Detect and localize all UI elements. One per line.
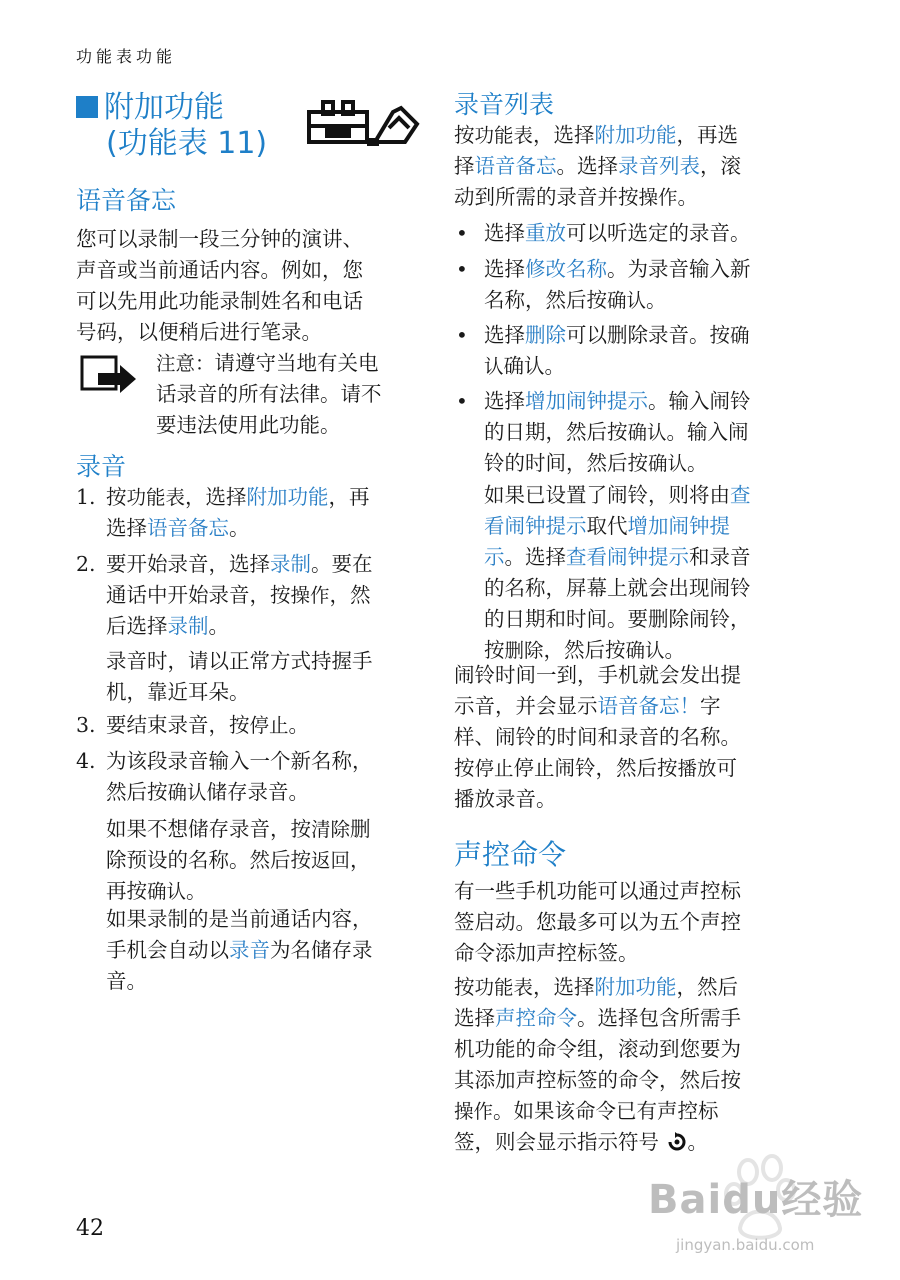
intro-line: 号码，以便稍后进行笔录。 (76, 320, 322, 344)
note-label: 注意： (156, 352, 215, 375)
menu-key: 停止 (474, 757, 514, 780)
t: ，然 (329, 583, 371, 607)
menu-option: 看闹钟提示 (484, 514, 587, 538)
t: 为该段录音输入一个新名称， (106, 749, 373, 773)
voice-commands-heading: 声控命令 (454, 838, 567, 871)
alarm-already-set (484, 480, 799, 666)
menu-option: 增加闹钟提 (627, 514, 730, 538)
watermark-url: jingyan.baidu.com (676, 1236, 815, 1254)
t: 。 (687, 1130, 709, 1154)
menu-option: 查看闹钟提示 (566, 545, 689, 569)
t: 的日期，然后按 (484, 420, 628, 444)
t: 名称，然后按 (484, 288, 607, 312)
t: 。 (687, 451, 708, 475)
menu-option: 增加闹钟提示 (525, 389, 648, 413)
t: 如果录制的是当前通话内容， (106, 907, 373, 931)
t: 。选择包含所需手 (577, 1006, 741, 1030)
extras-menu-icon (305, 98, 425, 150)
t: 的名称，屏幕上就会出现闹铃 (484, 576, 751, 600)
menu-key: 认 (484, 355, 504, 378)
t: 。选择 (504, 545, 566, 569)
t: 删 (350, 817, 371, 841)
menu-key: 停止 (249, 714, 289, 737)
menu-key: 清除 (311, 818, 351, 841)
t: ，选择 (533, 123, 595, 147)
t: 。 (208, 614, 229, 638)
step-number: 3. (76, 713, 96, 737)
t: ，再 (328, 485, 370, 509)
menu-key: 功能表 (474, 976, 534, 999)
menu-key: 确认 (167, 781, 207, 804)
t: 。 (229, 516, 250, 540)
step-number: 1. (76, 485, 96, 509)
wm-brand: Baidu (648, 1177, 782, 1223)
menu-option: 录制 (270, 552, 311, 576)
step-2-detail (106, 646, 421, 708)
t: 有一些手机功能可以通过声控标 (454, 879, 741, 903)
menu-key: 确认 (627, 421, 667, 444)
record-heading: 录音 (76, 452, 127, 481)
voice-commands-intro (454, 876, 799, 969)
step-number: 4. (76, 749, 96, 773)
t: 如果已设置了闹铃，则将由 (484, 483, 730, 507)
t: 按 (484, 638, 505, 662)
bullet: • (456, 389, 468, 413)
intro-line: 可以先用此功能录制姓名和电话 (76, 289, 363, 313)
step-4-call (106, 904, 421, 997)
t: 机功能的命令组，滚动到您要为 (454, 1037, 741, 1061)
wm-brand-cn: 经验 (781, 1177, 864, 1223)
menu-key: 操作 (638, 186, 678, 209)
menu-key: 操作 (454, 1100, 494, 1123)
menu-key: 确认 (607, 289, 647, 312)
page-number: 42 (76, 1216, 104, 1241)
note-line: 请遵守当地有关电 (214, 351, 379, 375)
menu-option: 删除 (525, 323, 566, 347)
t: 选择 (484, 389, 525, 413)
legal-note (156, 348, 421, 441)
t: 选择 (484, 323, 525, 347)
step-4-discard (106, 814, 421, 907)
step-number: 2. (76, 552, 96, 576)
menu-option: 重放 (525, 221, 566, 245)
menu-option: 录音 (229, 938, 270, 962)
chapter-title (76, 90, 306, 162)
t: 机，靠近耳朵。 (106, 680, 250, 704)
record-list-intro (454, 120, 799, 213)
voice-commands-steps (454, 972, 799, 1158)
t: 。 (646, 288, 667, 312)
t: 按 (454, 123, 475, 147)
t: ，然后 (676, 975, 739, 999)
menu-key: 功能表 (126, 486, 186, 509)
note-line: 话录音的所有法律。请不 (156, 382, 382, 406)
t: 签启动。您最多可以为五个声控 (454, 910, 741, 934)
note-hand-icon (80, 355, 138, 395)
t: 择 (454, 154, 475, 178)
step-2 (106, 549, 421, 642)
t: 其添加声控标签的命令，然后按 (454, 1068, 741, 1092)
alarm-ring-text (454, 660, 799, 815)
t: 字 (700, 694, 721, 718)
t: 要结束录音，按 (106, 713, 250, 737)
t: 储存录音。 (206, 780, 310, 804)
blue-square-icon (76, 96, 98, 118)
t: 。输入闹 (666, 420, 749, 444)
menu-key: 功能表 (474, 124, 534, 147)
t: 动到所需的录音并按 (454, 185, 639, 209)
t: 选择 (484, 257, 525, 281)
t: 停止闹铃，然后按 (513, 756, 678, 780)
t: 后选择 (106, 614, 168, 638)
menu-key: 确认 (625, 639, 665, 662)
t: 再按 (106, 879, 147, 903)
t: 手机会自动以 (106, 938, 229, 962)
t: ，选择 (185, 485, 247, 509)
voice-memo-intro (76, 224, 421, 348)
t: 和录音 (689, 545, 751, 569)
menu-option: 修改名称 (525, 257, 607, 281)
running-header: 功能表功能 (76, 47, 177, 66)
t: 。为录音输入新 (607, 257, 751, 281)
t: ，然后按 (543, 638, 626, 662)
menu-option: 附加功能 (246, 485, 329, 509)
t: 示音，并会显示 (454, 694, 598, 718)
menu-option: 附加功能 (594, 123, 677, 147)
t: 录音时，请以正常方式持握手 (106, 649, 373, 673)
menu-key: 删除 (504, 639, 544, 662)
voice-memo-heading: 语音备忘 (76, 186, 177, 215)
t: 除预设的名称。然后按 (106, 848, 311, 872)
chapter-title-line1: 附加功能 (104, 90, 224, 125)
bullet-replay (484, 218, 799, 249)
t: 选择 (484, 221, 525, 245)
t: 可 (716, 756, 738, 780)
chapter-title-line2: (功能表 11) (106, 126, 268, 161)
t: 取代 (586, 514, 628, 538)
note-line: 要违法使用此功能。 (156, 413, 341, 437)
t: 如果不想储存录音，按 (106, 817, 311, 841)
record-list-heading: 录音列表 (454, 90, 555, 119)
t: 要开始录音，选择 (106, 552, 270, 576)
menu-key: 确认 (648, 452, 688, 475)
t: 铃的时间，然后按 (484, 451, 648, 475)
t: 通话中开始录音，按 (106, 583, 291, 607)
intro-line: 声音或当前通话内容。例如，您 (76, 258, 363, 282)
t: 可以听选定的录音。 (566, 221, 751, 245)
t: 音。 (106, 969, 147, 993)
t: 签，则会显示指示符号 (454, 1130, 666, 1154)
menu-key: 操作 (290, 584, 330, 607)
menu-option: 语音备忘 (474, 154, 557, 178)
menu-option: 查 (730, 483, 751, 507)
bullet-rename (484, 254, 799, 316)
t: ，再选 (676, 123, 739, 147)
t: ，选择 (533, 975, 595, 999)
t: 选择 (106, 516, 147, 540)
t: 。 (664, 638, 686, 662)
step-4 (106, 746, 421, 808)
t: 的日期和时间。要删除闹铃， (484, 607, 751, 631)
t: 命令添加声控标签。 (454, 941, 639, 965)
bullet: • (456, 323, 468, 347)
watermark-brand (648, 1168, 863, 1225)
menu-option: 语音备忘！ (597, 694, 700, 718)
menu-option: 语音备忘 (147, 516, 229, 540)
t: 按 (454, 756, 475, 780)
menu-key: 返回 (311, 849, 351, 872)
t: ，滚 (700, 154, 741, 178)
t: 按 (454, 975, 475, 999)
t: 播放录音。 (454, 787, 557, 811)
t: 。 (288, 713, 310, 737)
t: 。 (677, 185, 699, 209)
t: 闹铃时间一到，手机就会发出提 (454, 663, 741, 687)
t: 。选择 (556, 154, 618, 178)
t: 。输入闹铃 (648, 389, 751, 413)
bullet-delete (484, 320, 799, 382)
bullet-add-alarm (484, 386, 799, 479)
intro-line: 您可以录制一段三分钟的演讲、 (76, 227, 363, 251)
t: ， (350, 848, 371, 872)
menu-key: 确 (730, 324, 750, 347)
menu-option: 录音列表 (618, 154, 700, 178)
t: 。如果该命令已有声控标 (493, 1099, 719, 1123)
t: 。 (186, 879, 207, 903)
menu-key: 确认 (147, 880, 187, 903)
step-3 (106, 710, 421, 741)
t: 然后按 (106, 780, 168, 804)
t: 样、闹铃的时间和录音的名称。 (454, 725, 741, 749)
menu-option: 附加功能 (594, 975, 677, 999)
bullet: • (456, 221, 468, 245)
menu-option: 示 (484, 545, 505, 569)
t: 选择 (454, 1006, 495, 1030)
voice-tag-indicator-icon (666, 1132, 688, 1152)
menu-option: 录制 (167, 614, 209, 638)
t: 为名储存录 (270, 938, 373, 962)
t: 。要在 (311, 552, 373, 576)
t: 按 (106, 485, 127, 509)
step-1 (106, 482, 421, 544)
menu-key: 播放 (677, 757, 717, 780)
t: 可以删除录音。按 (566, 323, 730, 347)
menu-option: 声控命令 (495, 1006, 577, 1030)
bullet: • (456, 257, 468, 281)
t: 确认。 (503, 354, 566, 378)
